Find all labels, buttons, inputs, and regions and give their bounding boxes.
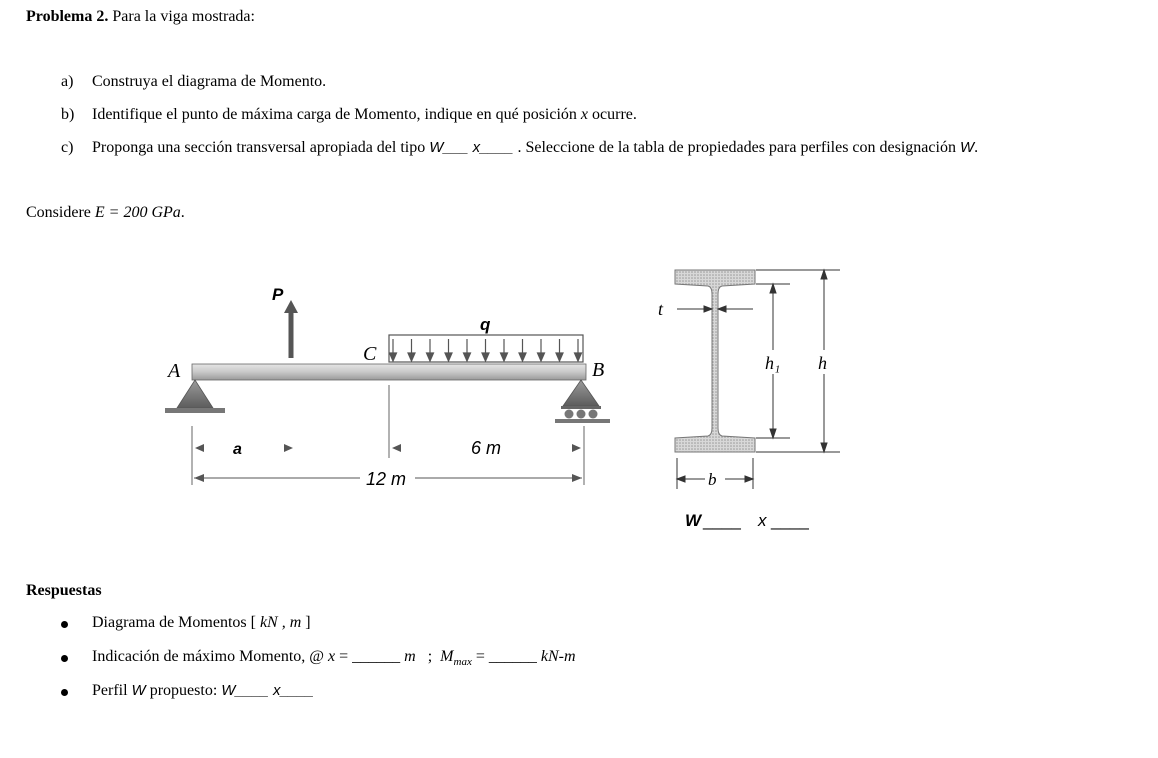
problem-number: Problema 2. — [26, 8, 109, 25]
item-b-end: ocurre. — [588, 106, 637, 123]
support-B — [555, 380, 610, 423]
answer-1-units: kN , m — [259, 614, 302, 631]
load-arrowhead — [556, 353, 563, 361]
designation-blank-1: ____ — [703, 511, 741, 530]
load-arrowhead — [427, 353, 434, 361]
bullet — [61, 689, 68, 696]
item-b-body: Identifique el punto de máxima carga de Momento, indique en qué posición — [92, 106, 581, 123]
load-arrowhead — [538, 353, 545, 361]
support-A — [165, 380, 225, 413]
dim-a: a — [233, 441, 242, 458]
load-arrowhead — [519, 353, 526, 361]
answer-2-units: kN-m — [540, 648, 576, 665]
label-q: q — [480, 315, 491, 334]
item-a-text: Construya el diagrama de Momento. — [92, 73, 327, 90]
item-c-body: Proponga una sección transversal apropiada del tipo — [92, 139, 430, 156]
consider-formula: E = 200 GPa — [94, 204, 181, 221]
label-A: A — [168, 360, 181, 382]
label-P: P — [272, 285, 284, 304]
label-b: b — [708, 470, 717, 489]
item-b-var: x — [580, 106, 589, 123]
dim-6m: 6 m — [471, 438, 502, 458]
designation-x: x — [758, 511, 767, 530]
item-c-period: . — [974, 139, 979, 156]
answer-3-mid: propuesto: — [145, 682, 222, 699]
label-h1: h₁ — [765, 353, 781, 373]
load-arrowhead — [390, 353, 397, 361]
item-c-w-blank: W___ x____ — [429, 139, 514, 156]
item-a-letter: a) — [61, 73, 74, 90]
designation-blank-2: ____ — [771, 511, 809, 530]
item-c-letter: c) — [61, 139, 74, 156]
answers-title: Respuestas — [26, 582, 102, 599]
answer-1-text: Diagrama de Momentos [ — [92, 614, 260, 631]
answer-item-2 — [92, 648, 576, 668]
answer-3-w: W — [131, 682, 146, 699]
answer-2-sub: max — [453, 656, 472, 669]
answer-2-m: m — [404, 648, 416, 665]
distributed-load-q — [389, 335, 583, 362]
point-load-P — [284, 300, 298, 358]
answer-3-blank: W____ x____ — [221, 682, 314, 699]
load-arrowhead — [482, 353, 489, 361]
beam-body — [192, 364, 586, 380]
beam-diagram — [160, 280, 630, 500]
dim-12m: 12 m — [366, 469, 407, 489]
load-arrowhead — [575, 353, 582, 361]
answer-1-close: ] — [301, 614, 311, 631]
load-arrowhead — [445, 353, 452, 361]
item-b-letter: b) — [61, 106, 75, 123]
load-arrowhead — [464, 353, 471, 361]
label-B: B — [592, 359, 605, 381]
answer-2-eq: = ______ — [335, 648, 405, 665]
load-arrowhead — [501, 353, 508, 361]
consider-suffix: . — [180, 204, 185, 221]
answer-2-M: M — [440, 648, 454, 665]
item-c-text — [92, 139, 978, 157]
answer-3-text: Perfil — [92, 682, 132, 699]
answer-2-eq2: = ______ — [471, 648, 541, 665]
load-arrowhead — [408, 353, 415, 361]
designation-w: W — [685, 511, 702, 530]
w-section-diagram — [655, 262, 855, 537]
bullet — [61, 621, 68, 628]
answer-2-text: Indicación de máximo Momento, @ — [92, 648, 329, 665]
i-beam-shape — [675, 270, 755, 452]
item-c-end: . Seleccione de la tabla de propiedades para perfiles con designación — [513, 139, 960, 156]
label-h: h — [818, 353, 827, 373]
answer-2-x: x — [328, 648, 336, 665]
problem-statement: Para la viga mostrada: — [112, 8, 255, 25]
item-b-text — [92, 106, 637, 124]
answer-item-1 — [92, 614, 311, 632]
label-t: t — [658, 299, 664, 319]
answer-2-sep: ; — [415, 648, 441, 665]
problem-header — [26, 8, 255, 26]
consider-line — [26, 204, 185, 222]
consider-prefix: Considere — [26, 204, 95, 221]
bullet — [61, 655, 68, 662]
answer-item-3 — [92, 682, 314, 700]
label-C: C — [363, 343, 377, 365]
item-c-w-letter: W — [959, 139, 975, 156]
